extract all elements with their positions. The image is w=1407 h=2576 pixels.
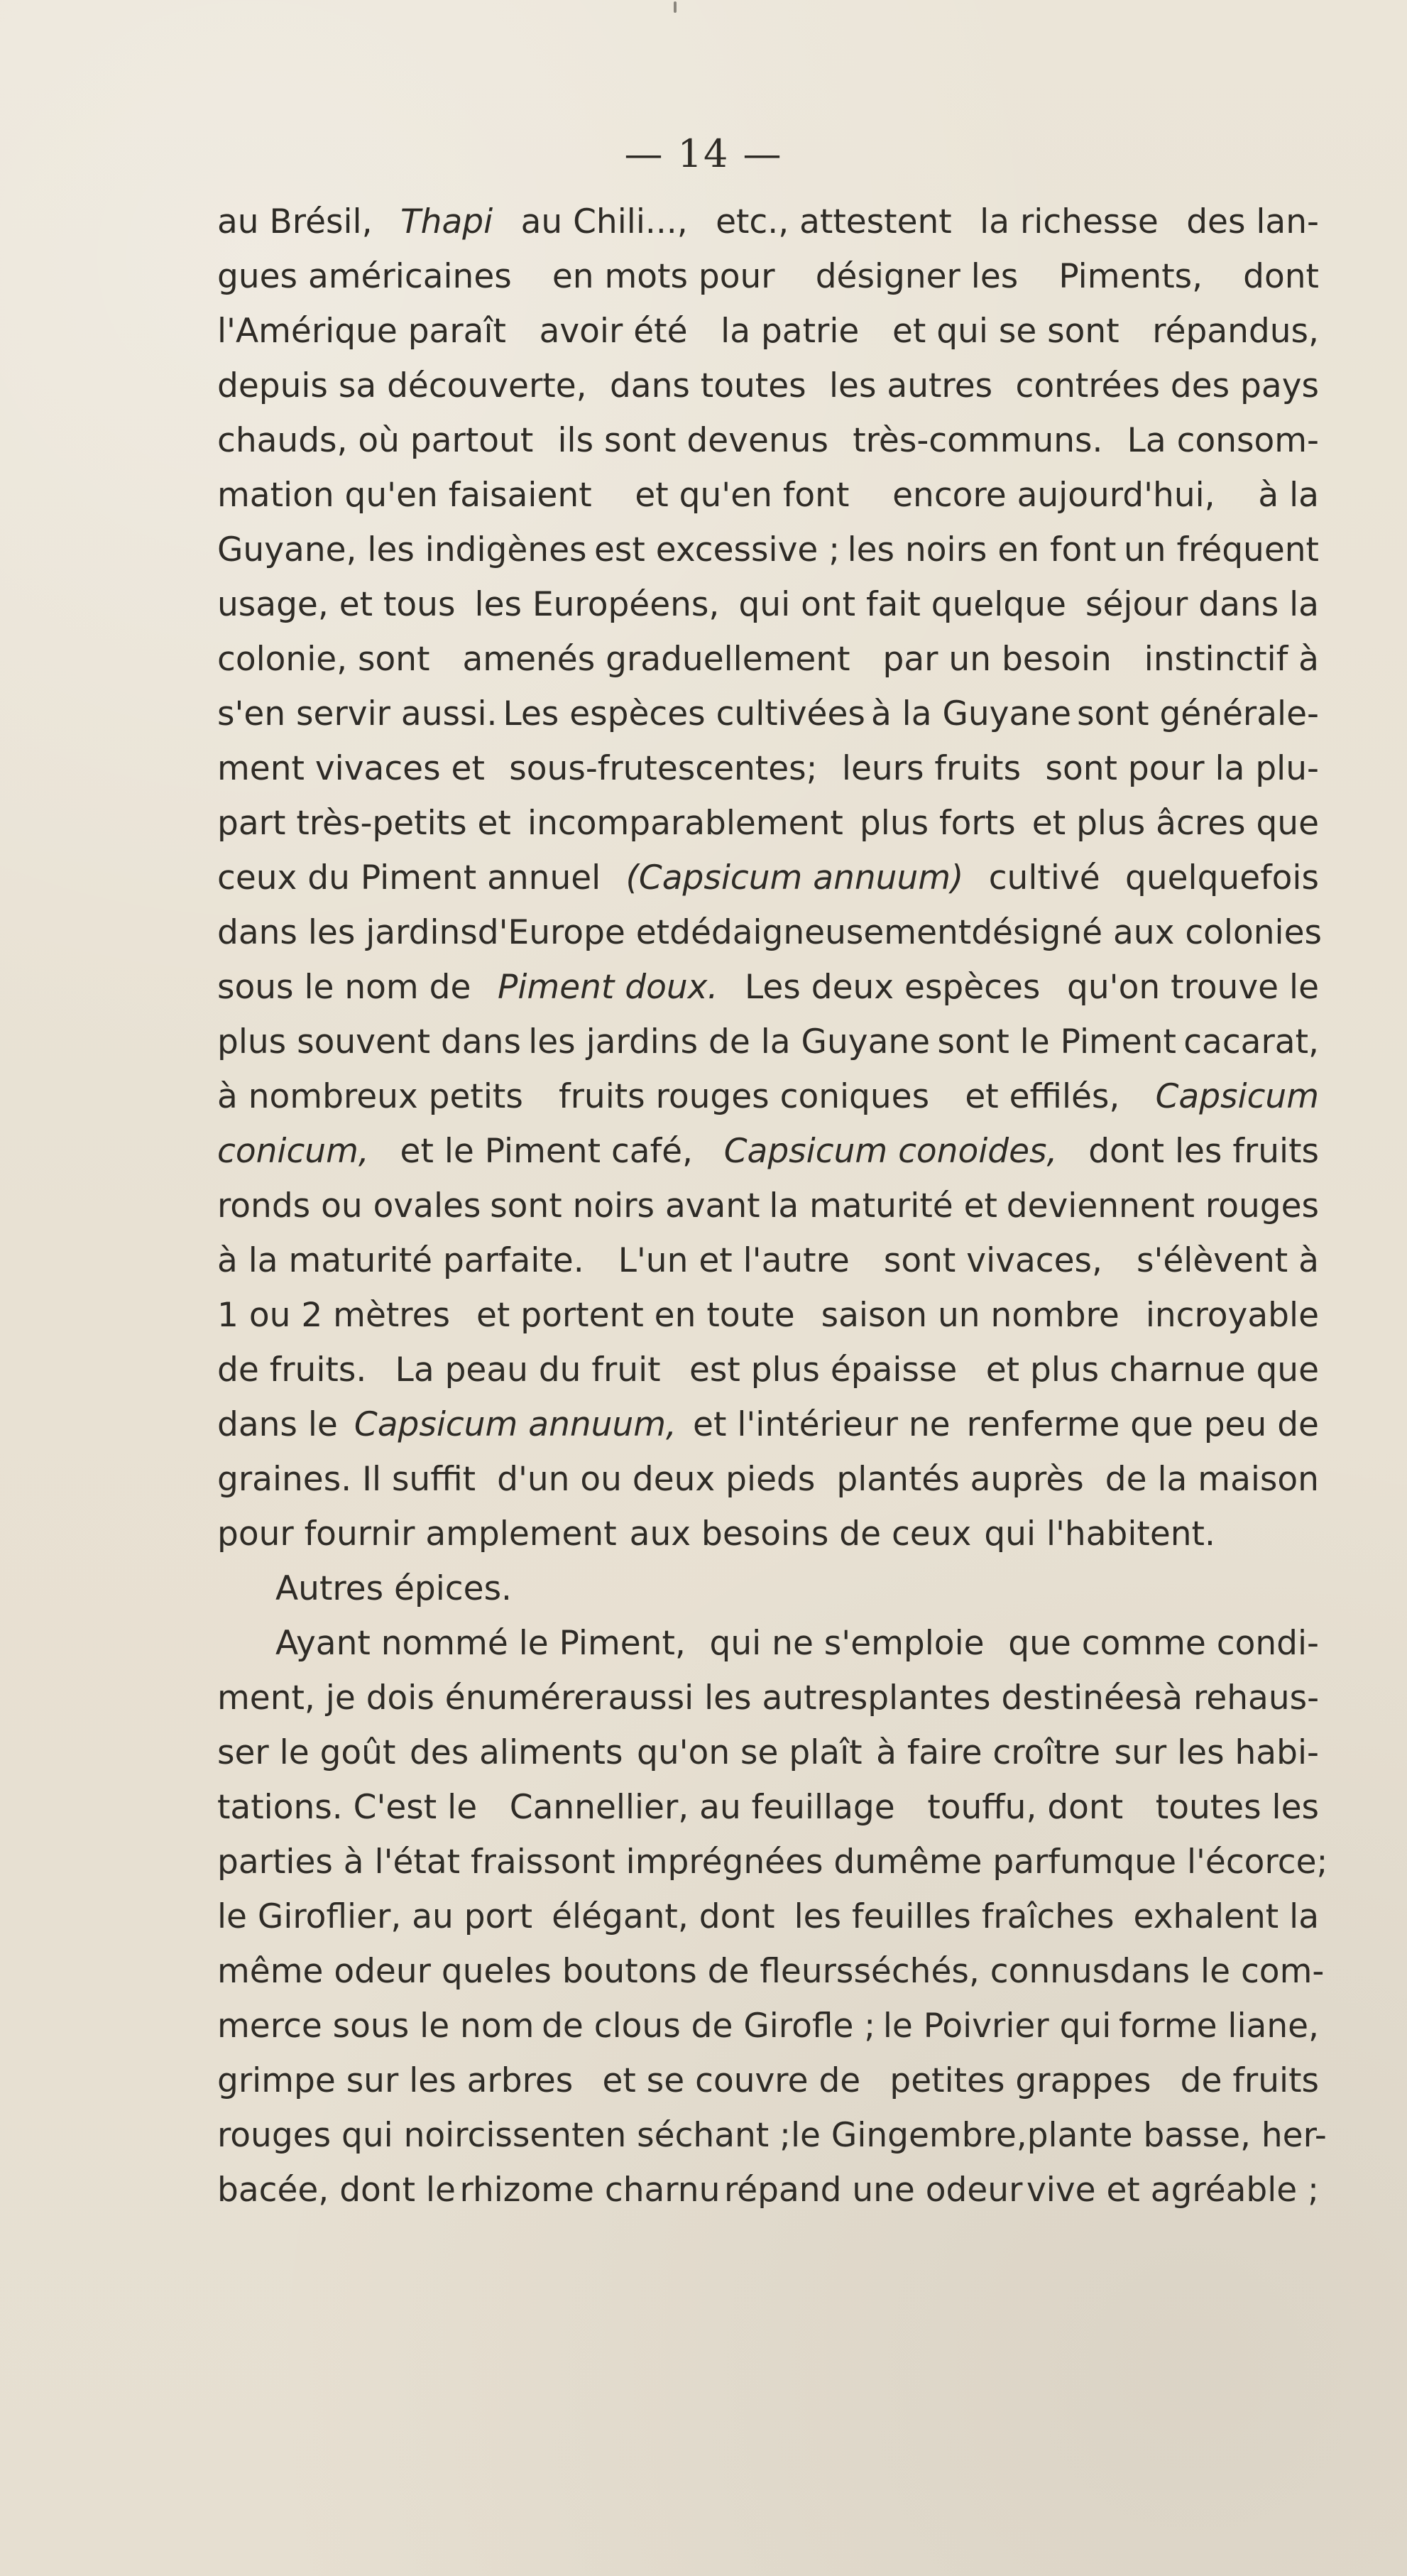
text-line bbox=[217, 741, 1319, 796]
text-fragment: même parfum bbox=[876, 1843, 1114, 1882]
text-fragment: en mots pour bbox=[552, 257, 775, 296]
italic-term: (Capsicum annuum) bbox=[625, 858, 964, 897]
text-line bbox=[217, 1069, 1319, 1124]
text-fragment: désigner les bbox=[815, 257, 1019, 296]
text-line bbox=[217, 1835, 1328, 1889]
italic-term: Capsicum bbox=[1155, 1077, 1319, 1116]
text-fragment: dont les fruits bbox=[1088, 1132, 1319, 1171]
text-fragment: mation qu'en faisaient bbox=[217, 476, 592, 515]
text-fragment: à nombreux petits bbox=[217, 1077, 523, 1116]
text-fragment: et qui se sont bbox=[892, 312, 1119, 351]
italic-term: Capsicum conoides, bbox=[723, 1132, 1058, 1171]
text-fragment: bacée, dont le bbox=[217, 2171, 456, 2210]
text-line bbox=[217, 632, 1319, 687]
text-fragment: etc., attestent bbox=[716, 202, 952, 241]
text-fragment: amenés graduellement bbox=[462, 640, 850, 679]
text-fragment: d'Europe et bbox=[477, 913, 670, 952]
text-fragment: contrées des pays bbox=[1015, 366, 1319, 405]
text-fragment: s'élèvent à bbox=[1136, 1241, 1319, 1280]
text-fragment: 1 ou 2 mètres bbox=[217, 1296, 450, 1335]
text-line bbox=[217, 687, 1319, 741]
text-fragment: ils sont devenus bbox=[557, 421, 828, 460]
text-fragment: les autres bbox=[829, 366, 993, 405]
text-fragment: usage, et tous bbox=[217, 585, 456, 624]
text-fragment: est excessive ; bbox=[593, 530, 841, 569]
text-fragment: incroyable bbox=[1145, 1296, 1319, 1335]
text-line bbox=[217, 1507, 1319, 1561]
text-line bbox=[217, 1343, 1319, 1397]
text-fragment: dans les jardins bbox=[217, 913, 478, 952]
text-fragment: les Européens, bbox=[474, 585, 720, 624]
text-line bbox=[217, 577, 1319, 632]
text-fragment: des lan- bbox=[1186, 202, 1319, 241]
text-fragment: par un besoin bbox=[882, 640, 1112, 679]
text-fragment: très-communs. bbox=[853, 421, 1103, 460]
text-fragment: à la bbox=[1258, 476, 1319, 515]
text-fragment: élégant, dont bbox=[552, 1897, 775, 1936]
text-line bbox=[217, 796, 1319, 851]
text-line bbox=[217, 2163, 1319, 2217]
text-fragment: qu'on se plaît bbox=[637, 1733, 863, 1772]
text-fragment: à la Guyane bbox=[870, 694, 1072, 733]
text-fragment: l'Amérique paraît bbox=[217, 312, 506, 351]
text-fragment: ment vivaces et bbox=[217, 749, 485, 788]
text-fragment: et effilés, bbox=[965, 1077, 1120, 1116]
text-fragment: Guyane, les indigènes bbox=[217, 530, 587, 569]
text-fragment: séchés, connus bbox=[853, 1952, 1110, 1991]
text-fragment: grimpe sur les arbres bbox=[217, 2061, 574, 2100]
text-fragment: de fruits. bbox=[217, 1350, 367, 1390]
text-fragment: ser le goût bbox=[217, 1733, 396, 1772]
text-fragment: merce sous le nom bbox=[217, 2007, 535, 2046]
text-line bbox=[217, 413, 1319, 468]
text-fragment: et qu'en font bbox=[635, 476, 850, 515]
text-fragment: plantes destinées bbox=[867, 1679, 1163, 1718]
text-line bbox=[217, 2053, 1319, 2108]
text-fragment: et portent en toute bbox=[476, 1296, 795, 1335]
italic-term: Thapi bbox=[400, 202, 493, 241]
text-line bbox=[217, 359, 1319, 413]
text-fragment: sont pour la plu- bbox=[1045, 749, 1319, 788]
text-line bbox=[217, 195, 1319, 249]
text-line bbox=[217, 523, 1319, 577]
text-fragment: les jardins de la Guyane bbox=[528, 1022, 931, 1061]
text-fragment: plante basse, her- bbox=[1026, 2116, 1327, 2155]
text-fragment: un fréquent bbox=[1123, 530, 1319, 569]
text-line bbox=[217, 1397, 1319, 1452]
text-fragment: Autres épices. bbox=[275, 1569, 512, 1608]
text-line bbox=[217, 1015, 1319, 1069]
text-fragment: chauds, où partout bbox=[217, 421, 534, 460]
text-fragment: d'un ou deux pieds bbox=[497, 1460, 816, 1499]
text-line bbox=[217, 905, 1322, 960]
text-fragment: parties à l'état frais bbox=[217, 1843, 544, 1882]
text-fragment: la patrie bbox=[721, 312, 860, 351]
text-fragment: les noirs en font bbox=[847, 530, 1117, 569]
text-line bbox=[217, 1725, 1319, 1780]
text-fragment: que comme condi- bbox=[1008, 1624, 1319, 1663]
italic-term: Capsicum annuum, bbox=[354, 1405, 677, 1444]
text-fragment: les boutons de fleurs bbox=[504, 1952, 854, 1991]
text-fragment: dont bbox=[1243, 257, 1319, 296]
text-fragment: qui ont fait quelque bbox=[738, 585, 1066, 624]
text-fragment: La peau du fruit bbox=[395, 1350, 661, 1390]
text-fragment: exhalent la bbox=[1133, 1897, 1319, 1936]
text-fragment: touffu, dont bbox=[927, 1788, 1124, 1827]
page-body bbox=[217, 195, 1328, 2217]
text-fragment: au Chili..., bbox=[520, 202, 688, 241]
text-line bbox=[217, 960, 1319, 1015]
text-fragment: sont générale- bbox=[1077, 694, 1319, 733]
text-fragment: de fruits bbox=[1180, 2061, 1319, 2100]
text-fragment: et le Piment café, bbox=[400, 1132, 693, 1171]
text-fragment: le Giroflier, au port bbox=[217, 1897, 533, 1936]
text-fragment: petites grappes bbox=[889, 2061, 1151, 2100]
text-fragment: Ayant nommé le Piment, bbox=[275, 1624, 686, 1663]
text-fragment: dans le bbox=[217, 1405, 338, 1444]
text-fragment: forme liane, bbox=[1118, 2007, 1319, 2046]
text-line bbox=[217, 1233, 1319, 1288]
text-fragment: le Gingembre, bbox=[791, 2116, 1027, 2155]
text-fragment: dans le com- bbox=[1110, 1952, 1325, 1991]
text-fragment: La consom- bbox=[1127, 421, 1319, 460]
text-fragment: vive et agréable ; bbox=[1026, 2171, 1319, 2210]
text-fragment: et plus charnue que bbox=[985, 1350, 1319, 1390]
text-fragment: est plus épaisse bbox=[689, 1350, 958, 1390]
text-fragment: toutes les bbox=[1155, 1788, 1319, 1827]
text-fragment: rouges qui noircissent bbox=[217, 2116, 585, 2155]
text-fragment: dans toutes bbox=[609, 366, 806, 405]
text-fragment: même odeur que bbox=[217, 1952, 505, 1991]
text-line bbox=[217, 1671, 1319, 1725]
text-fragment: pour fournir amplement bbox=[217, 1515, 617, 1554]
text-fragment: fruits rouges coniques bbox=[559, 1077, 930, 1116]
print-speck bbox=[674, 1, 677, 13]
text-fragment: Les deux espèces bbox=[745, 968, 1041, 1007]
text-fragment: sous le nom de bbox=[217, 968, 471, 1007]
text-fragment: au Brésil, bbox=[217, 202, 373, 241]
text-fragment: deviennent rouges bbox=[1006, 1186, 1319, 1226]
text-line bbox=[217, 249, 1319, 304]
text-fragment: sont le Piment bbox=[937, 1022, 1176, 1061]
text-fragment: L'un et l'autre bbox=[618, 1241, 850, 1280]
text-fragment: ronds ou ovales bbox=[217, 1186, 481, 1226]
text-line bbox=[217, 851, 1319, 905]
text-fragment: encore aujourd'hui, bbox=[892, 476, 1215, 515]
text-fragment: plus souvent dans bbox=[217, 1022, 521, 1061]
text-line bbox=[217, 1616, 1319, 1671]
text-fragment: colonie, sont bbox=[217, 640, 430, 679]
text-fragment: rhizome charnu bbox=[459, 2171, 721, 2210]
text-fragment: à faire croître bbox=[876, 1733, 1101, 1772]
text-fragment: sur les habi- bbox=[1114, 1733, 1319, 1772]
text-fragment: des aliments bbox=[409, 1733, 623, 1772]
text-fragment: cacarat, bbox=[1183, 1022, 1319, 1061]
text-fragment: répand une odeur bbox=[723, 2171, 1023, 2210]
italic-term: Piment doux. bbox=[498, 968, 718, 1007]
text-fragment: graines. Il suffit bbox=[217, 1460, 476, 1499]
text-fragment: sont imprégnées du bbox=[543, 1843, 877, 1882]
text-fragment: sous-frutescentes; bbox=[509, 749, 818, 788]
text-fragment: désigné aux colonies bbox=[971, 913, 1322, 952]
text-fragment: de la maison bbox=[1105, 1460, 1319, 1499]
text-fragment: et l'intérieur ne bbox=[693, 1405, 951, 1444]
text-line bbox=[217, 1179, 1319, 1233]
text-line bbox=[217, 2108, 1327, 2163]
text-fragment: qui ne s'emploie bbox=[709, 1624, 985, 1663]
text-line bbox=[217, 1452, 1319, 1507]
text-fragment: gues américaines bbox=[217, 257, 512, 296]
text-line bbox=[217, 1999, 1319, 2053]
text-line bbox=[217, 1889, 1319, 1944]
text-fragment: répandus, bbox=[1152, 312, 1319, 351]
text-fragment: ment, je dois énumérer bbox=[217, 1679, 608, 1718]
text-fragment: à rehaus- bbox=[1162, 1679, 1320, 1718]
text-line bbox=[217, 1561, 1319, 1616]
text-fragment: et se couvre de bbox=[602, 2061, 861, 2100]
text-fragment: de clous de Girofle ; bbox=[542, 2007, 876, 2046]
text-fragment: cultivé bbox=[988, 858, 1100, 897]
text-fragment: leurs fruits bbox=[841, 749, 1022, 788]
text-fragment: Piments, bbox=[1058, 257, 1203, 296]
text-fragment: instinctif à bbox=[1144, 640, 1319, 679]
text-fragment: saison un nombre bbox=[821, 1296, 1119, 1335]
text-line bbox=[217, 1780, 1319, 1835]
text-fragment: quelquefois bbox=[1124, 858, 1319, 897]
page-number: — 14 — bbox=[624, 131, 783, 176]
text-fragment: et plus âcres que bbox=[1031, 804, 1319, 843]
text-line bbox=[217, 1944, 1325, 1999]
text-fragment: qui l'habitent. bbox=[984, 1515, 1215, 1554]
text-fragment: plantés auprès bbox=[836, 1460, 1084, 1499]
text-fragment: qu'on trouve le bbox=[1067, 968, 1319, 1007]
text-fragment: séjour dans la bbox=[1085, 585, 1319, 624]
text-fragment: en séchant ; bbox=[584, 2116, 791, 2155]
text-fragment: aux besoins de ceux bbox=[629, 1515, 972, 1554]
text-fragment: plus forts bbox=[859, 804, 1016, 843]
text-fragment: renferme que peu de bbox=[966, 1405, 1319, 1444]
text-line bbox=[217, 1288, 1319, 1343]
text-fragment: la maturité et bbox=[769, 1186, 997, 1226]
text-fragment: sont vivaces, bbox=[883, 1241, 1102, 1280]
text-fragment: Les espèces cultivées bbox=[503, 694, 865, 733]
text-fragment: aussi les autres bbox=[608, 1679, 868, 1718]
text-fragment: les feuilles fraîches bbox=[794, 1897, 1115, 1936]
text-fragment: la richesse bbox=[980, 202, 1159, 241]
text-fragment: part très-petits et bbox=[217, 804, 511, 843]
text-fragment: dédaigneusement bbox=[669, 913, 972, 952]
text-line bbox=[217, 468, 1319, 523]
text-fragment: que l'écorce; bbox=[1113, 1843, 1328, 1882]
text-fragment: sont noirs avant bbox=[490, 1186, 760, 1226]
text-fragment: tations. C'est le bbox=[217, 1788, 478, 1827]
text-fragment: à la maturité parfaite. bbox=[217, 1241, 584, 1280]
text-line bbox=[217, 1124, 1319, 1179]
text-fragment: le Poivrier qui bbox=[882, 2007, 1112, 2046]
text-fragment: ceux du Piment annuel bbox=[217, 858, 601, 897]
text-fragment: depuis sa découverte, bbox=[217, 366, 587, 405]
italic-term: conicum, bbox=[217, 1132, 369, 1171]
text-fragment: incomparablement bbox=[527, 804, 843, 843]
text-fragment: s'en servir aussi. bbox=[217, 694, 498, 733]
text-fragment: Cannellier, au feuillage bbox=[509, 1788, 895, 1827]
text-fragment: avoir été bbox=[539, 312, 688, 351]
text-line bbox=[217, 304, 1319, 359]
